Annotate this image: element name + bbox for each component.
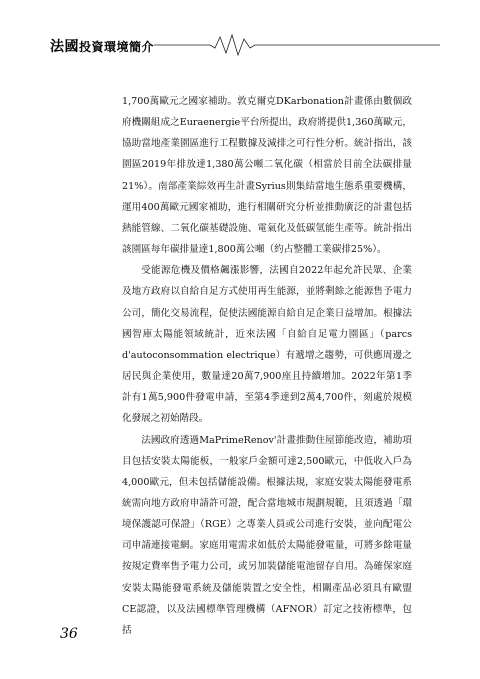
page-number: 36	[60, 626, 78, 642]
paragraph: 1,700萬歐元之國家補助。敦克爾克DKarbonation計畫係由數個政府機關組成之Euraenergie平台所提出，政府將提供1,360萬歐元，協助當地產業園區進行工程數據及減排之可行性分析。統計指出，該園區2019年排放達1,380萬公噸二氧化碳（相當於目前全法碳排量21%）。南部產業綜效再生計畫Syrius則集結當地生態系重要機構，運用400萬歐元國家補助，進行相關研究分析並推動廣泛的計畫包括熱能管線、二氧化碳基礎設施、電氣化及低碳氫能生產等。統計指出該園區每年碳排量達1,800萬公噸（約占整體工業碳排25%）。	[122, 96, 412, 256]
header-heartbeat-line-icon	[50, 32, 440, 58]
body-text	[122, 91, 412, 641]
paragraph: 受能源危機及價格飆漲影響，法國自2022年起允許民眾、企業及地方政府以自給自足方式使用再生能源，並將剩餘之能源售予電力公司，簡化交易流程，促使法國能源自給自足企業日益增加。根據法國智庫太陽能領域統計，近來法國「自給自足電力園區」（parcs d'autoconsommation electrique）有遞增之趨勢，可供應周邊之居民與企業使用，數量達20萬7,900座且持續增加。2022年第1季計有1萬5,900件發電申請，至第4季達到2萬4,700件，刻處於規模化發展之初始階段。	[122, 265, 412, 425]
header-title-prefix: 法國	[50, 39, 79, 55]
header-title-suffix: 投資環境簡介	[79, 40, 155, 54]
page-header	[50, 32, 440, 58]
paragraph: 法國政府透過MaPrimeRenov'計畫推動住屋節能改造，補助項目包括安裝太陽能板，一般家戶金額可達2,500歐元，中低收入戶為4,000歐元，但未包括儲能設備。根據法規，家庭安裝太陽能發電系統需向地方政府申請許可證，配合當地城市規劃規範，且須透過「環境保護認可保證」（RGE）之專業人員或公司進行安裝，並向配電公司申請連接電網。家庭用電需求如低於太陽能發電量，可將多餘電量按規定費率售予電力公司，或另加裝儲能電池留存自用。為確保家庭安裝太陽能發電系統及儲能裝置之安全性，相關產品必須具有歐盟CE認證，以及法國標準管理機構（AFNOR）訂定之技術標準，包括	[122, 434, 412, 636]
